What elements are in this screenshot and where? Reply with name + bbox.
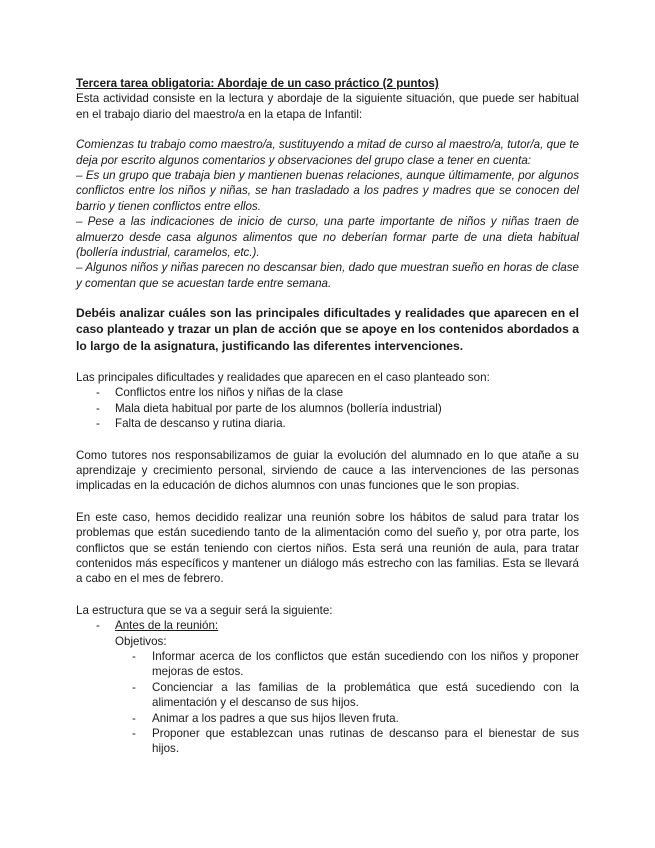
difficulties-lead: Las principales dificultades y realidades que aparecen en el caso planteado son: [76,370,490,384]
list-item: - Concienciar a las familias de la problemática que está sucediendo con la alimentación y el descanso de sus hijos. [132,680,579,711]
list-item: - Falta de descanso y rutina diaria. [96,416,579,431]
difficulties-list [76,385,579,431]
list-item: - Mala dieta habitual por parte de los alumnos (bollería industrial) [96,401,579,416]
document-content [76,76,579,757]
before-meeting-heading: Antes de la reunión: [115,619,219,633]
task-statement: Debéis analizar cuáles son las principales dificultades y realidades que aparecen en el caso planteado y trazar un plan de acción que se apoye en los contenidos abordados a lo largo de la asignatura, justificando las diferentes intervenciones. [76,306,579,353]
list-item: - Informar acerca de los conflictos que están sucediendo con los niños y proponer mejoras de estos. [132,649,579,680]
case-paragraph-3: – Pese a las indicaciones de inicio de curso, una parte importante de niños y niñas traen de almuerzo desde casa algunos alimentos que no deberían formar parte de una dieta habitual (bollería industrial, caramelos, etc.). [76,215,579,260]
list-item: - Animar a los padres a que sus hijos lleven fruta. [132,711,579,726]
objectives-list [115,649,579,757]
list-item [96,618,579,633]
objectives-label: Objetivos: [115,634,167,648]
structure-lead: La estructura que se va a seguir será la siguiente: [76,603,333,617]
meeting-paragraph: En este caso, hemos decidido realizar una reunión sobre los hábitos de salud para tratar los problemas que están sucediendo tanto de la alimentación como del sueño y, por otra parte, los conflictos que se están teniendo con ciertos niños. Esta será una reunión de aula, para tratar contenidos más específicos y mantener un diálogo más estrecho con las familias. Esta se llevará a cabo en el mes de febrero. [76,510,579,586]
assignment-title: Tercera tarea obligatoria: Abordaje de un caso práctico (2 puntos) [76,77,439,90]
list-item: - Conflictos entre los niños y niñas de la clase [96,385,579,400]
intro-paragraph: Esta actividad consiste en la lectura y abordaje de la siguiente situación, que puede ser habitual en el trabajo diario del maestro/a en la etapa de Infantil: [76,92,579,121]
case-description [76,137,579,291]
objectives-block [76,634,579,757]
case-paragraph-2: – Es un grupo que trabaja bien y mantienen buenas relaciones, aunque últimamente, por algunos conflictos entre los niños y niñas, se han trasladado a los padres y madres que se conocen del barrio y tienen conflictos entre ellos. [76,169,579,213]
case-paragraph-4: – Algunos niños y niñas parecen no descansar bien, dado que muestran sueño en horas de clase y comentan que se acuestan tarde entre semana. [76,261,579,290]
list-item: - Proponer que establezcan unas rutinas de descanso para el bienestar de sus hijos. [132,726,579,757]
structure-list [76,618,579,633]
tutors-paragraph: Como tutores nos responsabilizamos de guiar la evolución del alumnado en lo que atañe a su aprendizaje y crecimiento personal, sirviendo de cauce a las intervenciones de las personas implicadas en la educación de dichos alumnos con unas funciones que le son propias. [76,448,579,493]
case-paragraph-1: Comienzas tu trabajo como maestro/a, sustituyendo a mitad de curso al maestro/a, tutor/a, que te deja por escrito algunos comentarios y observaciones del grupo clase a tener en cuenta: [76,138,579,167]
